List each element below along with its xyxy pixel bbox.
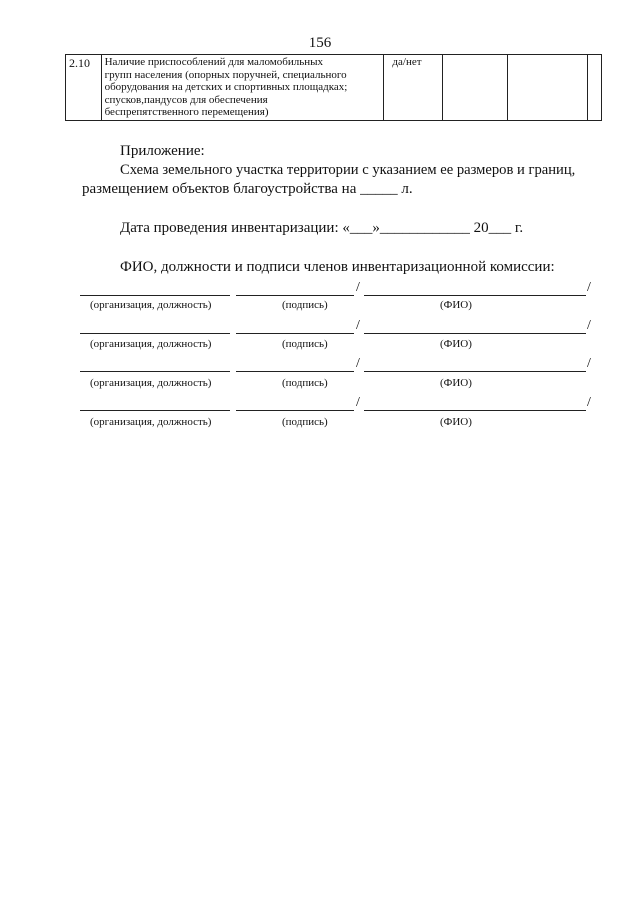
table-row	[66, 55, 602, 121]
description-line: оборудования на детских и спортивных площадках;	[104, 81, 348, 93]
separator-slash: /	[587, 280, 591, 295]
page-number: 156	[308, 35, 332, 51]
separator-slash: /	[356, 356, 360, 371]
fio-caption: (ФИО)	[440, 416, 472, 428]
separator-slash: /	[356, 395, 360, 410]
signature-line	[236, 333, 354, 334]
separator-slash: /	[587, 395, 591, 410]
org-caption: (организация, должность)	[90, 338, 212, 350]
sign-caption: (подпись)	[282, 299, 328, 311]
fio-caption: (ФИО)	[440, 338, 472, 350]
description-line: групп населения (опорных поручней, специального	[104, 68, 347, 81]
fio-signature-line	[364, 371, 586, 372]
org-signature-line	[80, 410, 230, 411]
row-description-cell	[101, 55, 384, 121]
row-answer-cell: да/нет	[384, 55, 442, 121]
row-number-cell: 2.10	[66, 55, 102, 121]
fio-caption: (ФИО)	[440, 377, 472, 389]
sign-caption: (подпись)	[282, 377, 328, 389]
empty-cell	[508, 55, 588, 121]
description-line: Наличие приспособлений для маломобильных	[104, 56, 323, 68]
date-line: Дата проведения инвентаризации: «___»____________ 20___ г.	[120, 220, 524, 236]
signature-line	[236, 410, 354, 411]
separator-slash: /	[587, 318, 591, 333]
org-caption: (организация, должность)	[90, 377, 212, 389]
commission-heading: ФИО, должности и подписи членов инвентаризационной комиссии:	[120, 259, 555, 275]
signature-line	[236, 371, 354, 372]
org-signature-line	[80, 371, 230, 372]
org-signature-line	[80, 333, 230, 334]
appendix-line-2: размещением объектов благоустройства на _____ л.	[82, 181, 413, 197]
empty-cell	[442, 55, 508, 121]
appendix-line-1: Схема земельного участка территории с указанием ее размеров и границ,	[120, 162, 576, 178]
fio-signature-line	[364, 410, 586, 411]
separator-slash: /	[356, 318, 360, 333]
inventory-table	[65, 54, 602, 121]
org-caption: (организация, должность)	[90, 416, 212, 428]
fio-signature-line	[364, 295, 586, 296]
org-signature-line	[80, 295, 230, 296]
fio-signature-line	[364, 333, 586, 334]
description-line: беспрепятственного перемещения)	[104, 106, 269, 118]
appendix-heading: Приложение:	[120, 143, 205, 159]
description-line: спусков,пандусов для обеспечения	[104, 93, 268, 106]
org-caption: (организация, должность)	[90, 299, 212, 311]
signature-line	[236, 295, 354, 296]
sign-caption: (подпись)	[282, 338, 328, 350]
empty-cell	[588, 55, 602, 121]
fio-caption: (ФИО)	[440, 299, 472, 311]
separator-slash: /	[587, 356, 591, 371]
separator-slash: /	[356, 280, 360, 295]
sign-caption: (подпись)	[282, 416, 328, 428]
